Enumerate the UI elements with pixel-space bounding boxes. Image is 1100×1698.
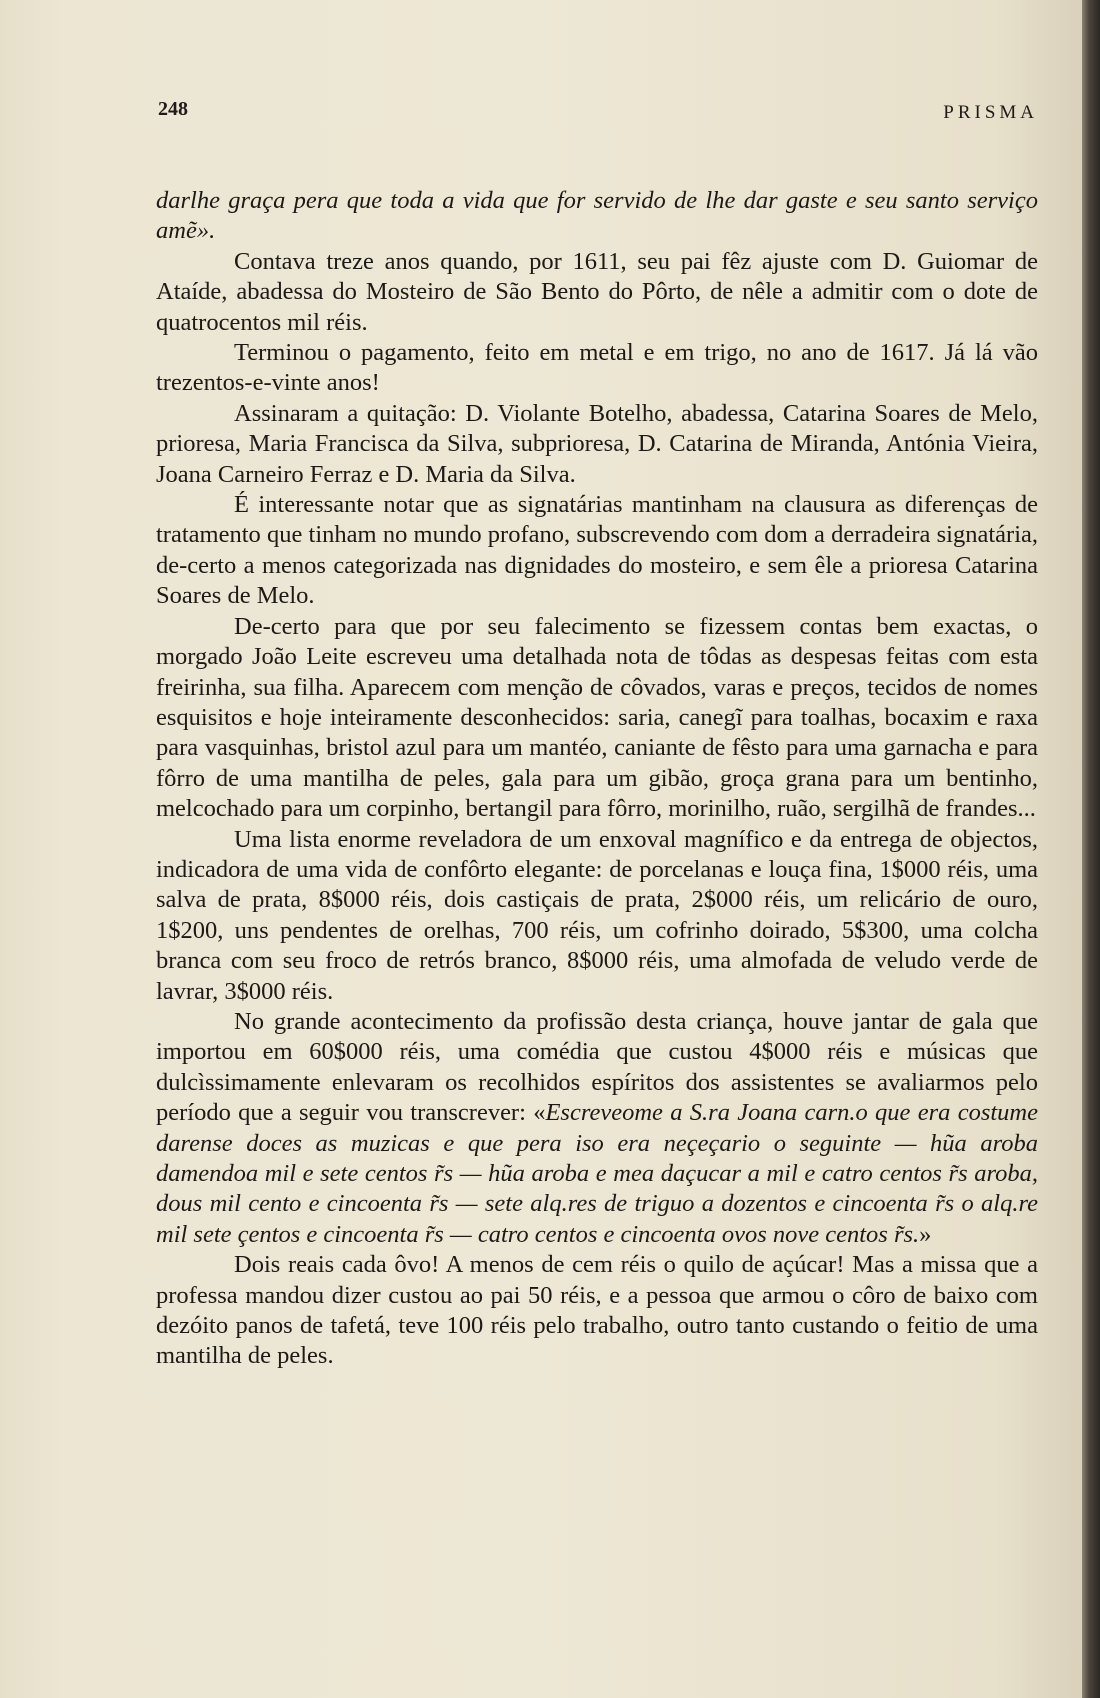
paragraph: Assinaram a quitação: D. Violante Botelho, abadessa, Catarina Soares de Melo, prioresa, Maria Francisca da Silva, subprioresa, D. Catarina de Miranda, Antónia Vieira, Joana Carneiro Ferraz e D. Maria da Silva. <box>156 399 1038 488</box>
book-page-edge <box>1082 0 1100 1698</box>
paragraph: Terminou o pagamento, feito em metal e em trigo, no ano de 1617. Já lá vão trezentos-e-vinte anos! <box>156 339 1038 397</box>
running-head: PRISMA <box>943 102 1038 123</box>
page-number: 248 <box>158 98 188 120</box>
paragraph: Dois reais cada ôvo! A menos de cem réis o quilo de açúcar! Mas a missa que a professa mandou dizer custou ao pai 50 réis, e a pessoa que armou o côro de baixo com dezóito panos de tafetá, teve 100 réis pelo trabalho, outro tanto custando o feitio de uma mantilha de peles. <box>156 1251 1038 1370</box>
paragraph: Uma lista enorme reveladora de um enxoval magnífico e da entrega de objectos, indicadora de uma vida de confôrto elegante: de porcelanas e louça fina, 1$000 réis, uma salva de prata, 8$000 réis, dois castiçais de prata, 2$000 réis, um relicário de ouro, 1$200, uns pendentes de orelhas, 700 réis, um cofrinho doirado, 5$300, uma colcha branca com seu froco de retrós branco, 8$000 réis, uma almofada de veludo verde de lavrar, 3$000 réis. <box>156 825 1038 1005</box>
italic-quote: Escreveome a S.ra Joana carn.o que era costume darense doces as muzicas e que pera iso era neçeçario o seguinte — hũa aroba damendoa mil e sete centos r̃s — hũa aroba e mea daçucar a mil e catro centos r̃s aroba, dous mil cento e cincoenta r̃s — sete alq.res de triguo a dozentos e cincoenta r̃s o alq.re mil sete çentos e cincoenta r̃s — catro centos e cincoenta ovos nove centos r̃s. <box>156 1099 1038 1248</box>
paragraph: No grande acontecimento da profissão desta criança, houve jantar de gala que importou em 60$000 réis, uma comédia que custou 4$000 réis e músicas que dulcìssimamente enlevaram os recolhidos espíritos dos assistentes se avaliarmos pelo período que a seguir vou transcrever: «Escreveome a S.ra Joana carn.o que era costume darense doces as muzicas e que pera iso era neçeçario o seguinte — hũa aroba damendoa mil e sete centos r̃s — hũa aroba e mea daçucar a mil e catro centos r̃s aroba, dous mil cento e cincoenta r̃s — sete alq.res de triguo a dozentos e cincoenta r̃s o alq.re mil sete çentos e cincoenta r̃s — catro centos e cincoenta ovos nove centos r̃s.» <box>156 1007 1038 1248</box>
paragraph: É interessante notar que as signatárias mantinham na clausura as diferenças de tratamento que tinham no mundo profano, subscrevendo com dom a derradeira signatária, de-certo a menos categorizada nas dignidades do mosteiro, e sem êle a prioresa Catarina Soares de Melo. <box>156 491 1038 610</box>
paragraph: De-certo para que por seu falecimento se fizessem contas bem exactas, o morgado João Leite escreveu uma detalhada nota de tôdas as despesas feitas com esta freirinha, sua filha. Aparecem com menção de côvados, varas e preços, tecidos de nomes esquisitos e hoje inteiramente desconhecidos: saria, canegĩ para toalhas, bocaxim e raxa para vasquinhas, bristol azul para um mantéo, caniante de fêsto para uma garnacha e para fôrro de uma mantilha de peles, gala para um gibão, groça grana para um bentinho, melcochado para um corpinho, bertangil para fôrro, morinilho, ruão, sergilhã de frandes... <box>156 612 1038 823</box>
page-header <box>158 98 1038 128</box>
paragraph: Contava treze anos quando, por 1611, seu pai fêz ajuste com D. Guiomar de Ataíde, abadessa do Mosteiro de São Bento do Pôrto, de nêle a admitir com o dote de quatrocentos mil réis. <box>156 247 1038 336</box>
paragraph <box>156 186 1038 247</box>
body-text <box>156 186 1038 1372</box>
italic-quote: darlhe graça pera que toda a vida que for servido de lhe dar gaste e seu santo serviço amẽ». <box>156 187 1038 245</box>
